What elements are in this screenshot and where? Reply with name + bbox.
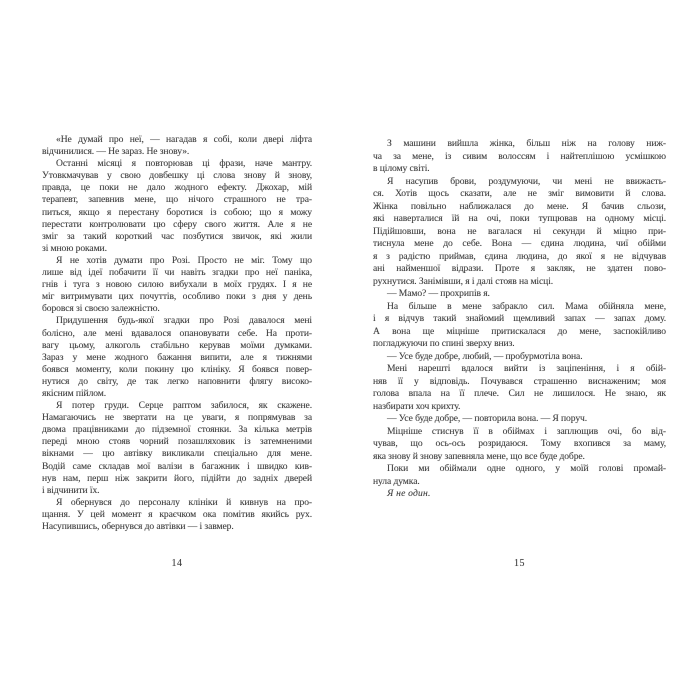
book-text-line: нула думка. — [373, 475, 420, 487]
book-text-line: якісним пійлом. — [42, 387, 107, 399]
book-text-line: зі мною роками. — [42, 242, 107, 254]
book-text-line: А вона ще міцніше притискалася до мене, заспокійливо — [373, 325, 666, 337]
book-text-line: вагу цьому, алкоголь стабільно керував моїми думками. — [42, 339, 312, 351]
book-text-line: Я не один. — [387, 488, 431, 499]
book-text-line: питься, якщо я перестану боротися із собою; що я можу — [42, 206, 312, 218]
book-text-line: болісно, але мені вдавалося опановувати себе. На проти- — [42, 327, 312, 339]
book-text-line: З машини вийшла жінка, більш ніж на голову ниж- — [387, 138, 666, 149]
right-page-number: 15 — [514, 558, 525, 569]
book-text-line: Водій саме складав мої валізи в багажник і швидко кив- — [42, 460, 312, 472]
book-text-line: Міцніше стиснув її в обіймах і заплющив очі, бо від- — [387, 425, 666, 437]
book-text-line: відчинилися. — Не зараз. Не знову». — [42, 146, 190, 158]
book-text-line: тиснула мене до себе. Вона — єдина людина, чиї обійми — [373, 238, 666, 249]
book-text-line: рухнутися. Занімівши, я і далі стояв на місці. — [373, 275, 554, 287]
book-text-line: Намагаючись не звертати на це уваги, я попрямував за — [42, 412, 312, 424]
book-text-line: зміг за такий короткий час позбутися звичок, які жили — [42, 230, 312, 242]
book-text-line: правда, це поки не дало жодного ефекту. Джохар, мій — [42, 182, 312, 194]
book-text-line: Жінка повільно наближалася до мене. Я бачив сльози, — [373, 200, 666, 212]
book-text-line: Я потер груди. Серце раптом забилося, як скажене. — [56, 400, 312, 412]
right-page-text-block — [373, 138, 666, 501]
book-text-line: в цілому світі. — [373, 163, 430, 174]
book-text-line: ані найменшої відрази. Проте я закляк, не здатен пово- — [373, 263, 666, 274]
book-text-line: переді мною стояв чорний позашляховик із затемненими — [42, 436, 312, 448]
book-text-line: погладжуючи по спині зверху вниз. — [373, 338, 515, 349]
book-text-line: я з радістю приймав, єдина людина, до якої я не відчував — [373, 250, 666, 262]
book-text-line: Зараз у мене жодного бажання випити, але я тижнями — [42, 351, 312, 363]
book-text-line: лише від ідеї побачити її чи навіть згадки про неї паніка, — [42, 267, 312, 279]
book-text-line: Останні місяці я повторював ці фрази, наче мантру. — [56, 158, 312, 170]
book-text-line: Утовкмачував у свою довбешку ці слова знову й знову, — [42, 170, 312, 182]
book-text-line: двома працівниками до підземної стоянки. За кілька метрів — [42, 424, 312, 436]
book-text-line: Підійшовши, вона не вагалася ні секунди й міцно при- — [373, 225, 666, 237]
book-text-line: назбирати хоч крихту. — [373, 400, 461, 412]
book-text-line: Я не хотів думати про Розі. Просто не міг. Тому що — [56, 254, 312, 266]
book-text-line: Я обернувся до персоналу клініки й кивнув на про- — [56, 496, 312, 508]
book-text-line: які наверталися їй на очі, поки тупцював на одному місці. — [373, 213, 666, 224]
book-text-line: няв її у відповідь. Почувався страшенно виснаженим; моя — [373, 375, 666, 387]
book-text-line: Я насупив брови, роздумуючи, чи мені не ввижаєть- — [387, 175, 666, 187]
book-text-line: боровся зі своєю залежністю. — [42, 303, 160, 315]
book-text-line: терапевт, запевнив мене, що нічого страшного не тра- — [42, 194, 312, 206]
book-text-line: — Усе буде добре, любий, — пробурмотіла вона. — [387, 350, 583, 362]
book-text-line: Придушення будь-якої згадки про Розі давалося мені — [56, 315, 312, 327]
book-text-line: і відчинити їх. — [42, 484, 100, 496]
book-text-line: Насупившись, обернувся до автівки — і завмер. — [42, 521, 234, 532]
book-text-line: Поки ми обіймали одне одного, у моїй голові промай- — [387, 463, 666, 474]
book-text-line: вікнами — цю автівку викликали спеціально для мене. — [42, 448, 312, 460]
book-text-line: нутися до світу, де так легко наповнити флягу високо- — [42, 375, 312, 387]
book-text-line: яка знову й знову запевняла мене, що все буде добре. — [373, 450, 585, 462]
left-page-number: 14 — [171, 558, 183, 569]
book-text-line: гнів і туга з новою силою вибухали в моїх грудях. І я не — [42, 279, 312, 291]
book-text-line: На більше в мене забракло сил. Мама обійняла мене, — [387, 300, 666, 312]
book-text-line: боявся моменту, коли покину цю клініку. Я боявся повер- — [42, 363, 312, 375]
book-text-line: ся. Хотів щось сказати, але не зміг вимовити й слова. — [373, 188, 666, 199]
book-text-line: «Не думай про неї, — нагадав я собі, коли двері ліфта — [56, 134, 312, 145]
book-text-line: чував, що ось-ось розридаюся. Тому вхопився за маму, — [373, 438, 666, 449]
book-text-line: Мені нарешті вдалося вийти із заціпеніння, і я обій- — [387, 363, 666, 374]
right-page — [350, 0, 700, 700]
book-text-line: — Мамо? — прохрипів я. — [387, 288, 490, 299]
book-text-line: і я відчув такий знайомий щемливий запах — запах дому. — [373, 313, 666, 324]
book-text-line: нув нам, перш ніж закрити його, підійти до задніх дверей — [42, 472, 312, 484]
book-text-line: голова впала на її плече. Сил не лишилося. Не знаю, як — [373, 388, 666, 399]
book-text-line: — Усе буде добре, — повторила вона. — Я поруч. — [387, 413, 588, 424]
book-text-line: перестати контролювати цю сферу свого життя. Але я не — [42, 218, 312, 230]
book-text-line: міг витримувати цих почуттів, особливо поки з дня у день — [42, 291, 312, 303]
book-text-line: щання. У цей момент я краєчком ока помітив якийсь рух. — [42, 508, 312, 520]
left-page-text-block — [42, 134, 312, 533]
book-text-line: ча за мене, із сивим волоссям і найтеплішою усмішкою — [373, 150, 666, 162]
